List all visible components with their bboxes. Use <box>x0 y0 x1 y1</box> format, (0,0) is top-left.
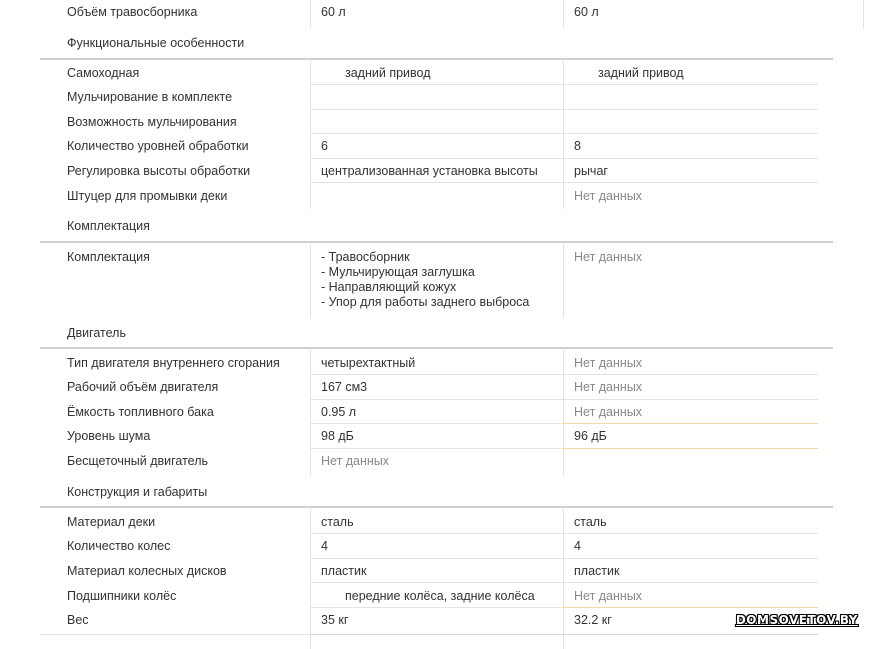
value-col2: 60 л <box>574 5 599 19</box>
row-label: Штуцер для промывки деки <box>67 189 228 203</box>
kit-item: - Мульчирующая заглушка <box>321 265 475 279</box>
value-col2: 4 <box>574 539 581 553</box>
row-label: Тип двигателя внутреннего сгорания <box>67 356 280 370</box>
row-label: Количество колес <box>67 539 171 553</box>
value-col2: Нет данных <box>574 405 643 419</box>
row-label: Рабочий объём двигателя <box>67 380 219 394</box>
value-col2: 8 <box>574 139 581 153</box>
kit-list <box>321 250 529 310</box>
value-col2: 32.2 кг <box>574 613 612 627</box>
kit-item: - Направляющий кожух <box>321 280 457 294</box>
watermark-logo: DOMSOVETOV.BY <box>735 613 858 627</box>
value-col1: Нет данных <box>321 454 390 468</box>
value-col1: пластик <box>321 564 367 578</box>
value-col2: Нет данных <box>574 356 643 370</box>
value-col1: централизованная установка высоты <box>321 164 538 178</box>
row-label: Регулировка высоты обработки <box>67 164 251 178</box>
row-label: Материал деки <box>67 515 156 529</box>
value-col2: пластик <box>574 564 620 578</box>
row-label: Уровень шума <box>67 429 151 443</box>
value-col2: сталь <box>574 515 607 529</box>
section-title-engine: Двигатель <box>67 326 126 340</box>
section-title-functional: Функциональные особенности <box>67 36 245 50</box>
value-col1: 0.95 л <box>321 405 357 419</box>
value-col2: задний привод <box>598 66 684 80</box>
value-col2: Нет данных <box>574 589 643 603</box>
row-label: Бесщеточный двигатель <box>67 454 209 468</box>
section-title-construction: Конструкция и габариты <box>67 485 208 499</box>
value-col2: Нет данных <box>574 380 643 394</box>
value-col1: 60 л <box>321 5 346 19</box>
section-title-kit: Комплектация <box>67 219 150 233</box>
value-col1: 4 <box>321 539 328 553</box>
value-col1: 6 <box>321 139 328 153</box>
value-col2: Нет данных <box>574 189 643 203</box>
row-label: Подшипники колёс <box>67 589 177 603</box>
value-col2: рычаг <box>574 164 608 178</box>
row-label: Материал колесных дисков <box>67 564 227 578</box>
kit-item: - Травосборник <box>321 250 410 264</box>
row-label: Количество уровней обработки <box>67 139 249 153</box>
value-col1: 35 кг <box>321 613 349 627</box>
value-col1: 167 см3 <box>321 380 368 394</box>
value-col2: 96 дБ <box>574 429 607 443</box>
value-col1: четырехтактный <box>321 356 416 370</box>
row-label: Вес <box>67 613 89 627</box>
row-label: Объём травосборника <box>67 5 198 19</box>
row-label: Самоходная <box>67 66 140 80</box>
kit-item: - Упор для работы заднего выброса <box>321 295 530 309</box>
value-col1: 98 дБ <box>321 429 354 443</box>
value-col1: передние колёса, задние колёса <box>345 589 535 603</box>
row-label: Ёмкость топливного бака <box>67 405 214 419</box>
row-label: Мульчирование в комплекте <box>67 90 233 104</box>
row-label: Возможность мульчирования <box>67 115 237 129</box>
value-col1: задний привод <box>345 66 431 80</box>
value-col2: Нет данных <box>574 250 643 264</box>
value-col1: сталь <box>321 515 354 529</box>
row-label: Комплектация <box>67 250 150 264</box>
